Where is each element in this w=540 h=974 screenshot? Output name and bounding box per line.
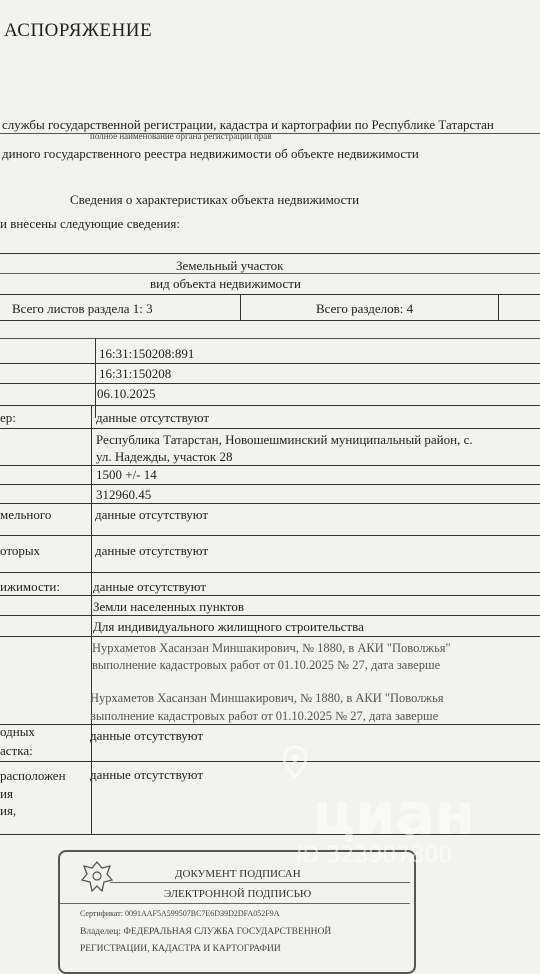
watermark-id: ID 323907800 (296, 843, 453, 868)
row8-label: мельного (0, 507, 52, 522)
type-underline (0, 273, 540, 274)
location-pin-icon (282, 745, 308, 784)
cadastral-cost: 312960.45 (96, 487, 152, 502)
row-line-8 (0, 535, 540, 536)
organ-caption: полное наименование органа регистрации прав (90, 131, 272, 141)
sheets-divider (240, 294, 241, 320)
row-line-3 (0, 405, 540, 406)
row9-label: оторых (0, 543, 41, 558)
quarter-number: 16:31:150208 (99, 366, 172, 381)
row16-label-1: расположен (0, 768, 66, 783)
row-line-7 (0, 503, 540, 504)
row-line-10 (0, 595, 540, 596)
sections-count: Всего разделов: 4 (316, 301, 414, 316)
main-column-divider (95, 338, 96, 418)
engineer2-line2: выполнение кадастровых работ от 01.10.2025 № 27, дата заверше (90, 709, 439, 723)
address-line-1: Республика Татарстан, Новошешминский муниципальный район, с. (96, 432, 473, 447)
row-line-6 (0, 484, 540, 485)
row16-value: данные отсутствуют (90, 767, 204, 782)
row-line-2 (0, 383, 540, 384)
area-value: 1500 +/- 14 (96, 467, 157, 482)
stamp-divider-1 (110, 882, 410, 883)
row16-label-3: ия, (0, 803, 17, 818)
row4-label: ер: (0, 410, 16, 425)
engineer1-line1: Нурхаметов Хасанзан Миншакирович, № 1880, в АКИ "Поволжья" (92, 641, 451, 655)
sheets-count: Всего листов раздела 1: 3 (12, 301, 153, 316)
row4-value: данные отсутствуют (96, 410, 210, 425)
cadastral-number: 16:31:150208:891 (99, 346, 195, 361)
stamp-owner-1: Владелец: ФЕДЕРАЛЬНАЯ СЛУЖБА ГОСУДАРСТВЕННОЙ (80, 927, 332, 937)
row-line-1 (0, 363, 540, 364)
row10-label: ижимости: (0, 579, 60, 594)
row-line-12 (0, 636, 540, 637)
row9-value: данные отсутствуют (95, 543, 209, 558)
stamp-certificate: Сертификат: 0091AAF5A599507BC7E6D39D2DFA052F9A (80, 909, 280, 918)
stamp-line-2: ЭЛЕКТРОННОЙ ПОДПИСЬЮ (164, 888, 312, 900)
row8-value: данные отсутствуют (95, 507, 209, 522)
sections-divider (498, 294, 499, 320)
registry-line: диного государственного реестра недвижимости об объекте недвижимости (2, 146, 419, 161)
document-title: АСПОРЯЖЕНИЕ (4, 20, 153, 41)
emblem-icon (80, 858, 114, 898)
info-title: Сведения о характеристиках объекта недвижимости (70, 192, 360, 207)
permitted-use: Для индивидуального жилищного строительства (93, 619, 364, 634)
engineer2-line1: Нурхаметов Хасанзан Миншакирович, № 1880, в АКИ "Поволжья (90, 691, 444, 705)
row15-label-2: астка: (0, 743, 33, 758)
row-line-5 (0, 465, 540, 466)
sheets-underline (0, 320, 540, 321)
object-type-caption: вид объекта недвижимости (150, 276, 301, 291)
row-line-9 (0, 572, 540, 573)
info-intro: и внесены следующие сведения: (0, 216, 181, 231)
row-line-13 (0, 724, 540, 725)
row15-value: данные отсутствуют (90, 728, 204, 743)
table-header-gap (0, 338, 540, 339)
stamp-owner-2: РЕГИСТРАЦИИ, КАДАСТРА И КАРТОГРАФИИ (80, 944, 281, 954)
object-type-value: Земельный участок (176, 258, 284, 273)
stamp-divider-2 (60, 903, 410, 904)
row-line-4 (0, 428, 540, 429)
engineer1-line2: выполнение кадастровых работ от 01.10.2025 № 27, дата заверше (92, 658, 441, 672)
row-line-14 (0, 761, 540, 762)
watermark-brand: циан (312, 780, 475, 848)
assignment-date: 06.10.2025 (97, 386, 156, 401)
row10-value: данные отсутствуют (93, 579, 207, 594)
row16-label-2: ия (0, 786, 13, 801)
row15-label-1: одных (0, 724, 35, 739)
table-top-border (0, 253, 540, 254)
address-line-2: ул. Надежды, участок 28 (96, 449, 233, 464)
caption-underline (0, 294, 540, 295)
organ-name: службы государственной регистрации, кадастра и картографии по Республике Татарстан (2, 117, 494, 132)
row-line-11 (0, 615, 540, 616)
land-category: Земли населенных пунктов (93, 599, 244, 614)
stamp-line-1: ДОКУМЕНТ ПОДПИСАН (175, 868, 301, 880)
